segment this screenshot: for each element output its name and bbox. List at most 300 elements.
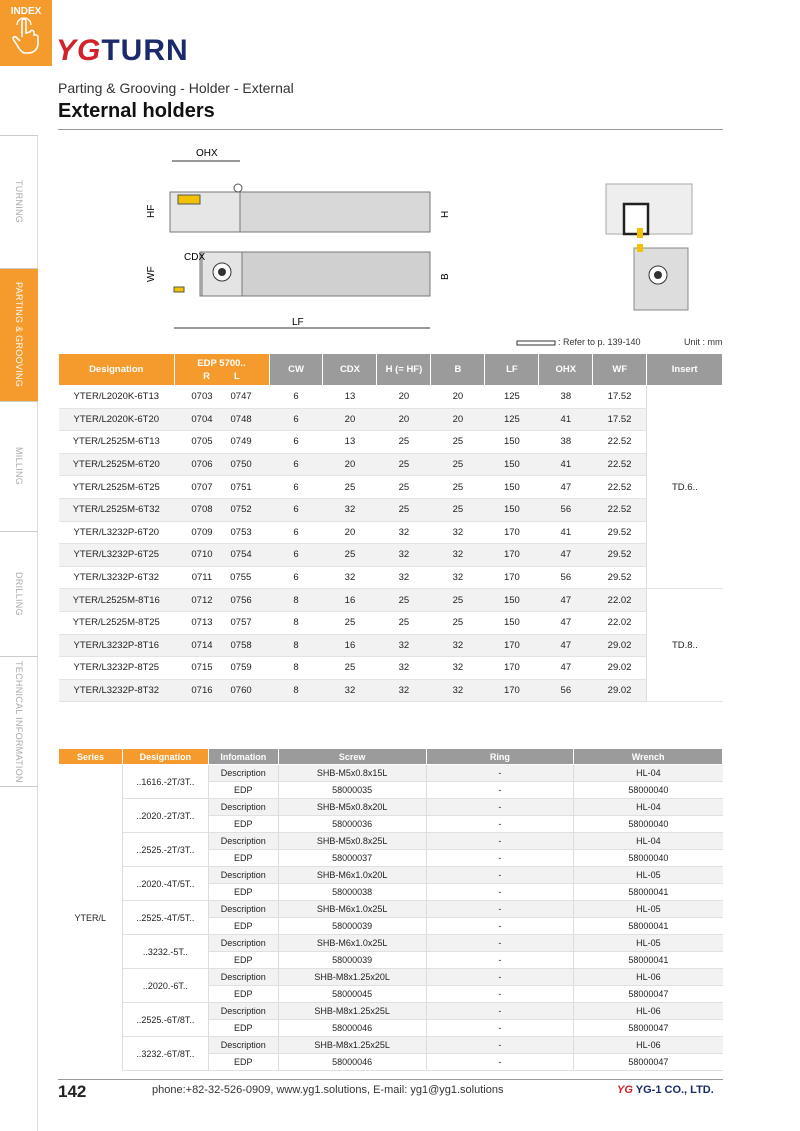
description-label: Description (208, 901, 278, 918)
wf-cell: 29.02 (593, 679, 647, 702)
wrench-edp-cell: 58000047 (574, 986, 723, 1003)
wrench-desc-cell: HL-06 (574, 1003, 723, 1020)
ring-edp-cell: - (426, 782, 574, 799)
ring-desc-cell: - (426, 1003, 574, 1020)
ohx-cell: 38 (539, 431, 593, 454)
ring-desc-cell: - (426, 765, 574, 782)
designation-cell: YTER/L2020K-6T20 (59, 408, 175, 431)
screw-edp-cell: 58000039 (278, 918, 426, 935)
h-cell: 25 (377, 476, 431, 499)
table-row (59, 431, 723, 454)
wf-cell: 22.02 (593, 589, 647, 612)
wrench-desc-cell: HL-04 (574, 833, 723, 850)
edp-r-value: 0713 (191, 617, 213, 629)
lf-cell: 150 (485, 589, 539, 612)
parts-table (58, 748, 723, 1071)
edp-l-value: 0748 (230, 413, 252, 425)
cw-cell: 6 (269, 408, 323, 431)
h-cell: 25 (377, 453, 431, 476)
description-label: Description (208, 969, 278, 986)
section-subtitle: Parting & Grooving - Holder - External (58, 80, 294, 96)
screw-desc-cell: SHB-M5x0.8x20L (278, 799, 426, 816)
b-cell: 20 (431, 386, 485, 409)
b-cell: 32 (431, 657, 485, 680)
footer-company-logo: YG YG-1 CO., LTD. (617, 1084, 714, 1096)
screw-desc-cell: SHB-M6x1.0x25L (278, 901, 426, 918)
h-cell: 32 (377, 679, 431, 702)
brand-logo: YGTURN (56, 34, 189, 67)
edp-r-value: 0704 (191, 413, 213, 425)
ring-edp-cell: - (426, 986, 574, 1003)
part-designation-cell: ..2020.-4T/5T.. (122, 867, 208, 901)
cw-cell: 8 (269, 589, 323, 612)
edp-l-value: 0758 (230, 639, 252, 651)
table-row (59, 867, 723, 884)
dim-ohx: OHX (196, 148, 218, 159)
edp-r-value: 0707 (191, 481, 213, 493)
edp-r-value: 0711 (191, 572, 213, 584)
sidebar-item-label: TURNING (14, 180, 24, 224)
designation-cell: YTER/L2525M-6T32 (59, 498, 175, 521)
designation-cell: YTER/L3232P-6T20 (59, 521, 175, 544)
designation-cell: YTER/L2020K-6T13 (59, 386, 175, 409)
ohx-cell: 56 (539, 498, 593, 521)
edp-r-value: 0710 (191, 549, 213, 561)
edp-label: EDP (208, 918, 278, 935)
ohx-cell: 47 (539, 657, 593, 680)
designation-cell: YTER/L3232P-8T25 (59, 657, 175, 680)
edp-l-value: 0752 (230, 504, 252, 516)
table-row (59, 657, 723, 680)
cdx-cell: 20 (323, 521, 377, 544)
wrench-desc-cell: HL-04 (574, 765, 723, 782)
edp-label: EDP (208, 1054, 278, 1071)
b-cell: 32 (431, 544, 485, 567)
designation-cell: YTER/L3232P-8T16 (59, 634, 175, 657)
ring-desc-cell: - (426, 935, 574, 952)
table-row (59, 765, 723, 782)
edp-l-value: 0755 (230, 572, 252, 584)
h-cell: 32 (377, 521, 431, 544)
edp-r-value: 0715 (191, 662, 213, 674)
wrench-edp-cell: 58000041 (574, 952, 723, 969)
unit-note: Unit : mm (684, 337, 723, 347)
b-cell: 32 (431, 566, 485, 589)
b-cell: 25 (431, 453, 485, 476)
screw-edp-cell: 58000046 (278, 1020, 426, 1037)
col-screw: Screw (278, 749, 426, 765)
edp-label: EDP (208, 884, 278, 901)
sidebar-item-technical-information[interactable] (0, 656, 38, 786)
h-cell: 32 (377, 566, 431, 589)
edp-l-value: 0753 (230, 526, 252, 538)
table-row (59, 935, 723, 952)
contact-info: phone:+82-32-526-0909, www.yg1.solutions, E-mail: yg1@yg1.solutions (152, 1084, 504, 1096)
edp-r-value: 0709 (191, 526, 213, 538)
edp-cell (174, 589, 269, 612)
dim-h: H (440, 210, 451, 218)
wrench-edp-cell: 58000041 (574, 884, 723, 901)
edp-l-value: 0747 (230, 391, 252, 403)
sidebar-item-label: TECHNICAL INFORMATION (14, 660, 24, 783)
dim-b: B (440, 273, 451, 280)
screw-desc-cell: SHB-M6x1.0x20L (278, 867, 426, 884)
cdx-cell: 25 (323, 611, 377, 634)
ohx-cell: 38 (539, 386, 593, 409)
edp-cell (174, 611, 269, 634)
col-lf: LF (485, 354, 539, 386)
edp-label: EDP (208, 816, 278, 833)
edp-cell (174, 657, 269, 680)
col-h: H (= HF) (377, 354, 431, 386)
edp-cell (174, 679, 269, 702)
edp-cell (174, 544, 269, 567)
h-cell: 25 (377, 589, 431, 612)
b-cell: 32 (431, 521, 485, 544)
screw-desc-cell: SHB-M5x0.8x25L (278, 833, 426, 850)
sidebar-item-parting-grooving[interactable] (0, 268, 38, 401)
col-designation: Designation (59, 354, 175, 386)
wf-cell: 22.02 (593, 611, 647, 634)
wf-cell: 17.52 (593, 408, 647, 431)
designation-cell: YTER/L2525M-6T13 (59, 431, 175, 454)
ohx-cell: 41 (539, 408, 593, 431)
part-designation-cell: ..2525.-4T/5T.. (122, 901, 208, 935)
description-label: Description (208, 765, 278, 782)
edp-cell (174, 431, 269, 454)
edp-l-value: 0757 (230, 617, 252, 629)
lf-cell: 170 (485, 679, 539, 702)
lf-cell: 170 (485, 657, 539, 680)
col-series: Series (59, 749, 123, 765)
wrench-edp-cell: 58000047 (574, 1054, 723, 1071)
cdx-cell: 25 (323, 476, 377, 499)
cw-cell: 6 (269, 498, 323, 521)
sidebar-blank (0, 786, 38, 1131)
ring-desc-cell: - (426, 969, 574, 986)
col-b: B (431, 354, 485, 386)
table-row (59, 476, 723, 499)
table-row (59, 969, 723, 986)
ohx-cell: 47 (539, 476, 593, 499)
edp-cell (174, 408, 269, 431)
description-label: Description (208, 935, 278, 952)
title-divider (58, 129, 723, 130)
cw-cell: 6 (269, 431, 323, 454)
part-designation-cell: ..2020.-2T/3T.. (122, 799, 208, 833)
table-row (59, 589, 723, 612)
screw-desc-cell: SHB-M8x1.25x25L (278, 1037, 426, 1054)
series-cell: YTER/L (74, 912, 106, 923)
cdx-cell: 25 (323, 657, 377, 680)
lf-cell: 150 (485, 611, 539, 634)
wrench-edp-cell: 58000040 (574, 816, 723, 833)
screw-edp-cell: 58000037 (278, 850, 426, 867)
edp-r-value: 0708 (191, 504, 213, 516)
lf-cell: 170 (485, 521, 539, 544)
col-cdx: CDX (323, 354, 377, 386)
lf-cell: 170 (485, 544, 539, 567)
insert-cell: TD.8.. (647, 589, 723, 702)
cw-cell: 6 (269, 386, 323, 409)
edp-cell (174, 453, 269, 476)
screw-desc-cell: SHB-M6x1.0x25L (278, 935, 426, 952)
edp-cell (174, 498, 269, 521)
wf-cell: 29.52 (593, 566, 647, 589)
designation-cell: YTER/L3232P-8T32 (59, 679, 175, 702)
table-row (59, 611, 723, 634)
part-designation-cell: ..3232.-5T.. (122, 935, 208, 969)
wf-cell: 22.52 (593, 453, 647, 476)
dim-lf: LF (292, 317, 304, 328)
cdx-cell: 13 (323, 386, 377, 409)
ring-edp-cell: - (426, 816, 574, 833)
cdx-cell: 32 (323, 566, 377, 589)
h-cell: 20 (377, 408, 431, 431)
screw-desc-cell: SHB-M8x1.25x20L (278, 969, 426, 986)
screw-edp-cell: 58000045 (278, 986, 426, 1003)
part-designation-cell: ..2525.-6T/8T.. (122, 1003, 208, 1037)
edp-r-value: 0706 (191, 459, 213, 471)
h-cell: 32 (377, 634, 431, 657)
edp-l-value: 0756 (230, 594, 252, 606)
designation-cell: YTER/L3232P-6T25 (59, 544, 175, 567)
b-cell: 25 (431, 611, 485, 634)
cdx-cell: 32 (323, 679, 377, 702)
screw-edp-cell: 58000039 (278, 952, 426, 969)
index-label: INDEX (10, 6, 42, 17)
edp-l-value: 0750 (230, 459, 252, 471)
designation-cell: YTER/L2525M-8T25 (59, 611, 175, 634)
sidebar-item-label: PARTING & GROOVING (14, 282, 24, 388)
hand-pointer-icon (11, 17, 41, 55)
col-ring: Ring (426, 749, 574, 765)
screw-edp-cell: 58000038 (278, 884, 426, 901)
edp-cell (174, 386, 269, 409)
b-cell: 20 (431, 408, 485, 431)
wf-cell: 29.02 (593, 634, 647, 657)
ohx-cell: 47 (539, 611, 593, 634)
edp-l-value: 0751 (230, 481, 252, 493)
screw-edp-cell: 58000035 (278, 782, 426, 799)
part-designation-cell: ..2525.-2T/3T.. (122, 833, 208, 867)
wf-cell: 29.52 (593, 521, 647, 544)
ohx-cell: 47 (539, 544, 593, 567)
edp-cell (174, 566, 269, 589)
sidebar (0, 135, 38, 1131)
cdx-cell: 32 (323, 498, 377, 521)
wf-cell: 17.52 (593, 386, 647, 409)
ring-edp-cell: - (426, 1054, 574, 1071)
col-cw: CW (269, 354, 323, 386)
cw-cell: 6 (269, 521, 323, 544)
edp-cell (174, 634, 269, 657)
wrench-edp-cell: 58000040 (574, 850, 723, 867)
table-row (59, 1037, 723, 1054)
sidebar-item-drilling[interactable] (0, 531, 38, 656)
ring-desc-cell: - (426, 799, 574, 816)
page-title: External holders (58, 100, 215, 122)
cdx-cell: 16 (323, 634, 377, 657)
holder-drawing (140, 140, 710, 340)
lf-cell: 170 (485, 634, 539, 657)
description-label: Description (208, 1003, 278, 1020)
h-cell: 25 (377, 611, 431, 634)
edp-r-value: 0712 (191, 594, 213, 606)
insert-ref-icon (516, 339, 558, 347)
col-edp: EDP 5700.. R L (174, 354, 269, 386)
cw-cell: 8 (269, 611, 323, 634)
b-cell: 25 (431, 498, 485, 521)
footer-divider (58, 1079, 723, 1080)
table-row (59, 544, 723, 567)
table-row (59, 634, 723, 657)
sidebar-item-milling[interactable] (0, 401, 38, 531)
designation-cell: YTER/L2525M-6T25 (59, 476, 175, 499)
dim-wf: WF (146, 266, 157, 282)
lf-cell: 125 (485, 386, 539, 409)
screw-desc-cell: SHB-M8x1.25x25L (278, 1003, 426, 1020)
b-cell: 32 (431, 634, 485, 657)
ring-edp-cell: - (426, 918, 574, 935)
description-label: Description (208, 833, 278, 850)
table-row (59, 453, 723, 476)
lf-cell: 125 (485, 408, 539, 431)
lf-cell: 150 (485, 453, 539, 476)
designation-cell: YTER/L2525M-6T20 (59, 453, 175, 476)
designation-cell: YTER/L2525M-8T16 (59, 589, 175, 612)
table-row (59, 408, 723, 431)
ring-desc-cell: - (426, 1037, 574, 1054)
dim-hf: HF (146, 204, 157, 218)
edp-label: EDP (208, 952, 278, 969)
ring-edp-cell: - (426, 884, 574, 901)
table-row (59, 566, 723, 589)
designation-cell: YTER/L3232P-6T32 (59, 566, 175, 589)
table-row (59, 679, 723, 702)
col-ohx: OHX (539, 354, 593, 386)
ohx-cell: 41 (539, 521, 593, 544)
edp-r-value: 0705 (191, 436, 213, 448)
cw-cell: 8 (269, 657, 323, 680)
wrench-edp-cell: 58000047 (574, 1020, 723, 1037)
h-cell: 25 (377, 498, 431, 521)
b-cell: 25 (431, 589, 485, 612)
lf-cell: 170 (485, 566, 539, 589)
lf-cell: 150 (485, 431, 539, 454)
wf-cell: 29.52 (593, 544, 647, 567)
edp-label: EDP (208, 782, 278, 799)
ohx-cell: 41 (539, 453, 593, 476)
wrench-desc-cell: HL-05 (574, 867, 723, 884)
edp-l-value: 0749 (230, 436, 252, 448)
table-row (59, 1003, 723, 1020)
wf-cell: 22.52 (593, 498, 647, 521)
ring-edp-cell: - (426, 952, 574, 969)
description-label: Description (208, 867, 278, 884)
table-row (59, 833, 723, 850)
wrench-edp-cell: 58000040 (574, 782, 723, 799)
wf-cell: 22.52 (593, 431, 647, 454)
cdx-cell: 20 (323, 453, 377, 476)
lf-cell: 150 (485, 498, 539, 521)
ohx-cell: 47 (539, 589, 593, 612)
edp-label: EDP (208, 1020, 278, 1037)
description-label: Description (208, 1037, 278, 1054)
cdx-cell: 16 (323, 589, 377, 612)
refer-note: : Refer to p. 139-140 (516, 337, 641, 347)
table-row (59, 386, 723, 409)
dim-cdx: CDX (184, 252, 206, 263)
wrench-desc-cell: HL-05 (574, 935, 723, 952)
wf-cell: 29.02 (593, 657, 647, 680)
ring-desc-cell: - (426, 833, 574, 850)
index-tab[interactable] (0, 0, 52, 66)
col-wrench: Wrench (574, 749, 723, 765)
wrench-desc-cell: HL-06 (574, 969, 723, 986)
screw-desc-cell: SHB-M5x0.8x15L (278, 765, 426, 782)
h-cell: 20 (377, 386, 431, 409)
sidebar-item-label: MILLING (14, 447, 24, 486)
wf-cell: 22.52 (593, 476, 647, 499)
col-information: Infomation (208, 749, 278, 765)
page-number: 142 (58, 1082, 87, 1101)
wrench-desc-cell: HL-05 (574, 901, 723, 918)
insert-icon (178, 195, 200, 204)
cw-cell: 6 (269, 566, 323, 589)
col-insert: Insert (647, 354, 723, 386)
edp-label: EDP (208, 850, 278, 867)
table-row (59, 498, 723, 521)
cw-cell: 6 (269, 544, 323, 567)
wrench-edp-cell: 58000041 (574, 918, 723, 935)
wrench-desc-cell: HL-06 (574, 1037, 723, 1054)
col-wf: WF (593, 354, 647, 386)
part-designation-cell: ..1616.-2T/3T.. (122, 765, 208, 799)
lf-cell: 150 (485, 476, 539, 499)
ohx-cell: 56 (539, 566, 593, 589)
edp-label: EDP (208, 986, 278, 1003)
edp-r-value: 0703 (191, 391, 213, 403)
cw-cell: 8 (269, 634, 323, 657)
h-cell: 32 (377, 544, 431, 567)
cdx-cell: 20 (323, 408, 377, 431)
cw-cell: 6 (269, 476, 323, 499)
ohx-cell: 56 (539, 679, 593, 702)
edp-r-value: 0714 (191, 639, 213, 651)
edp-l-value: 0759 (230, 662, 252, 674)
cdx-cell: 13 (323, 431, 377, 454)
cw-cell: 6 (269, 453, 323, 476)
wrench-desc-cell: HL-04 (574, 799, 723, 816)
cw-cell: 8 (269, 679, 323, 702)
ohx-cell: 47 (539, 634, 593, 657)
ring-edp-cell: - (426, 850, 574, 867)
ring-edp-cell: - (426, 1020, 574, 1037)
screw-edp-cell: 58000046 (278, 1054, 426, 1071)
b-cell: 32 (431, 679, 485, 702)
table-row (59, 901, 723, 918)
description-label: Description (208, 799, 278, 816)
part-designation-cell: ..2020.-6T.. (122, 969, 208, 1003)
part-designation-cell: ..3232.-6T/8T.. (122, 1037, 208, 1071)
screw-edp-cell: 58000036 (278, 816, 426, 833)
insert-cell: TD.6.. (647, 386, 723, 589)
sidebar-item-turning[interactable] (0, 135, 38, 268)
ring-desc-cell: - (426, 867, 574, 884)
ring-desc-cell: - (426, 901, 574, 918)
table-row (59, 799, 723, 816)
